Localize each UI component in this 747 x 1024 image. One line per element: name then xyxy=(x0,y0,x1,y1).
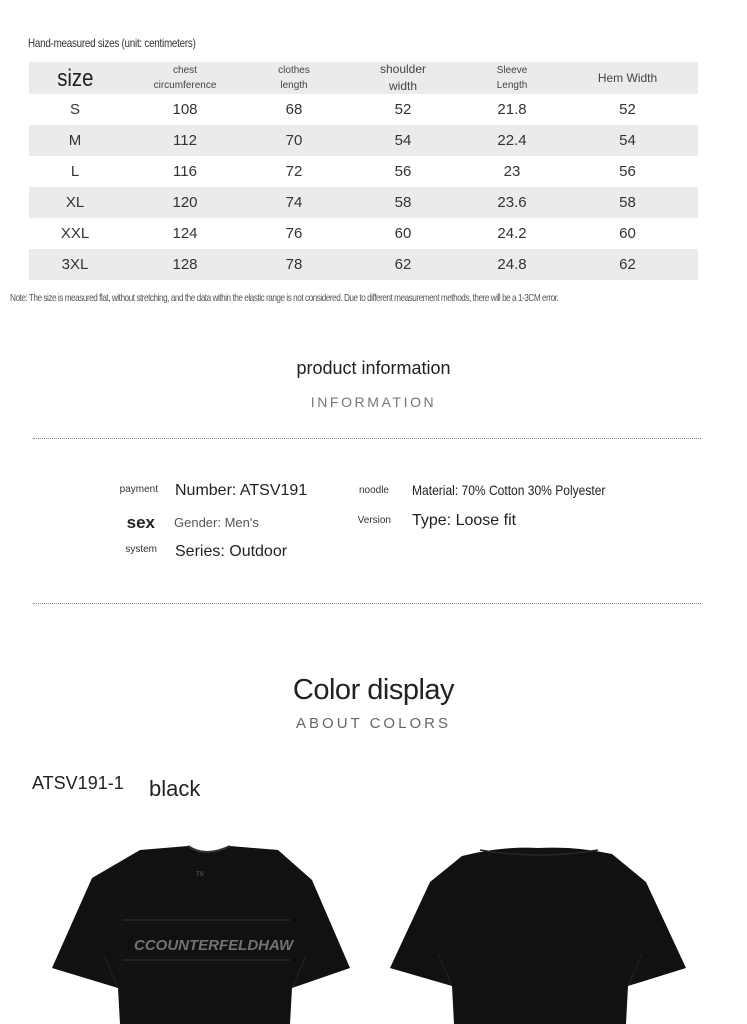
tshirt-front-image xyxy=(40,838,370,1024)
cell-hem-width: 60 xyxy=(619,225,636,242)
cell-shoulder-width: 58 xyxy=(394,194,412,211)
cell-hem-width: 58 xyxy=(619,194,636,211)
cell-hem-width: 62 xyxy=(619,256,636,273)
label-system: system xyxy=(125,544,157,555)
cell-sleeve-length: 23.6 xyxy=(497,194,527,211)
cell-chest: 124 xyxy=(172,225,198,242)
table-row xyxy=(29,187,698,218)
cell-chest: 108 xyxy=(172,101,198,118)
header-hem-width: Hem Width xyxy=(597,70,658,85)
cell-chest: 128 xyxy=(172,256,198,273)
cell-hem-width: 54 xyxy=(619,132,636,149)
table-row xyxy=(29,218,698,249)
product-info-title: product information xyxy=(296,358,451,378)
cell-clothes-length: 68 xyxy=(285,101,303,118)
label-payment: payment xyxy=(119,484,158,495)
cell-shoulder-width: 60 xyxy=(394,225,412,242)
label-noodle: noodle xyxy=(358,485,389,496)
cell-clothes-length: 70 xyxy=(285,132,303,149)
product-code-label: ATSV191-1 xyxy=(32,773,124,793)
cell-hem-width: 52 xyxy=(619,101,636,118)
size-table xyxy=(29,62,698,280)
color-display-subtitle: ABOUT COLORS xyxy=(296,715,451,732)
value-number: Number: ATSV191 xyxy=(175,482,308,499)
cell-shoulder-width: 54 xyxy=(394,132,412,149)
header-shoulder-width: shoulder width xyxy=(379,62,427,93)
size-chart-caption: Hand-measured sizes (unit: centimeters) xyxy=(28,36,196,50)
cell-clothes-length: 74 xyxy=(285,194,303,211)
cell-hem-width: 56 xyxy=(619,163,636,180)
divider-bottom xyxy=(33,603,701,604)
size-table-header xyxy=(29,62,698,94)
divider-top xyxy=(33,438,701,439)
table-row xyxy=(29,94,698,125)
cell-size: XL xyxy=(65,194,85,211)
header-chest: chest circumference xyxy=(153,65,217,91)
size-table-body xyxy=(29,94,698,280)
value-type: Type: Loose fit xyxy=(412,512,517,529)
cell-size: M xyxy=(68,132,82,149)
label-sex: sex xyxy=(126,513,155,532)
tshirt-back-image xyxy=(380,838,700,1024)
cell-sleeve-length: 24.2 xyxy=(497,225,527,242)
cell-chest: 116 xyxy=(173,163,197,180)
table-row xyxy=(29,156,698,187)
value-material: Material: 70% Cotton 30% Polyester xyxy=(412,482,606,498)
cell-sleeve-length: 21.8 xyxy=(497,101,527,118)
cell-chest: 120 xyxy=(172,194,198,211)
label-version: Version xyxy=(357,515,391,526)
table-row xyxy=(29,249,698,280)
svg-text:TS: TS xyxy=(196,872,204,878)
cell-shoulder-width: 62 xyxy=(394,256,412,273)
value-series: Series: Outdoor xyxy=(175,543,288,560)
shirt-print-text: CCOUNTERFELDHAW xyxy=(134,937,294,954)
cell-sleeve-length: 23 xyxy=(503,163,521,180)
header-size: size xyxy=(56,64,94,92)
cell-chest: 112 xyxy=(173,132,197,149)
cell-size: S xyxy=(69,101,80,118)
table-row xyxy=(29,125,698,156)
cell-size: L xyxy=(70,163,80,180)
value-gender: Gender: Men's xyxy=(174,515,259,530)
cell-size: XXL xyxy=(60,225,90,242)
size-note: Note: The size is measured flat, without stretching, and the data within the elastic range is not considered. Due to different measurement methods, there will be a 1-3CM error. xyxy=(10,292,559,304)
cell-shoulder-width: 52 xyxy=(394,101,412,118)
cell-clothes-length: 72 xyxy=(285,163,303,180)
cell-size: 3XL xyxy=(61,256,89,273)
color-display-title: Color display xyxy=(292,674,455,706)
cell-shoulder-width: 56 xyxy=(394,163,412,180)
cell-sleeve-length: 24.8 xyxy=(497,256,527,273)
cell-clothes-length: 78 xyxy=(285,256,303,273)
cell-clothes-length: 76 xyxy=(285,225,303,242)
cell-sleeve-length: 22.4 xyxy=(497,132,527,149)
product-info-subtitle: INFORMATION xyxy=(310,394,437,410)
header-clothes-length: clothes length xyxy=(278,65,310,91)
header-sleeve-length: Sleeve Length xyxy=(496,65,528,91)
color-name-label: black xyxy=(149,776,201,801)
